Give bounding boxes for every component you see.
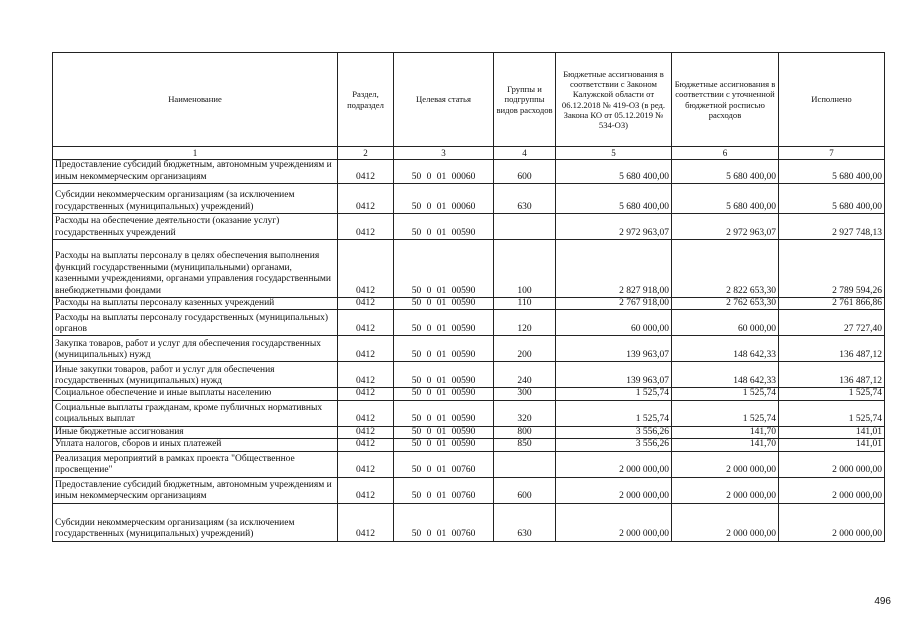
row-name: Иные бюджетные ассигнования: [53, 426, 338, 438]
row-law-amount: 139 963,07: [556, 336, 672, 362]
row-executed-amount: 136 487,12: [779, 336, 885, 362]
row-target-item: 50 0 01 00060: [394, 184, 494, 214]
row-expense-group: 200: [494, 336, 556, 362]
row-law-amount: 5 680 400,00: [556, 160, 672, 184]
row-expense-group: 600: [494, 160, 556, 184]
table-row: [53, 388, 885, 400]
row-section: 0412: [338, 362, 394, 388]
column-number: 5: [556, 147, 672, 160]
row-expense-group: 630: [494, 184, 556, 214]
row-expense-group: 800: [494, 426, 556, 438]
row-expense-group: 850: [494, 439, 556, 451]
row-expense-group: 240: [494, 362, 556, 388]
table-row: [53, 451, 885, 477]
header-section: Раздел, подраздел: [338, 53, 394, 147]
table-row: [53, 336, 885, 362]
row-section: 0412: [338, 298, 394, 310]
table-row: [53, 298, 885, 310]
row-section: 0412: [338, 439, 394, 451]
row-executed-amount: 141,01: [779, 439, 885, 451]
row-refined-amount: 1 525,74: [672, 388, 779, 400]
header-refined-allocations: Бюджетные ассигнования в соответствии с уточненной бюджетной росписью расходов: [672, 53, 779, 147]
row-target-item: 50 0 01 00590: [394, 362, 494, 388]
row-executed-amount: 27 727,40: [779, 310, 885, 336]
row-refined-amount: 148 642,33: [672, 336, 779, 362]
row-law-amount: 1 525,74: [556, 400, 672, 426]
table-row: [53, 184, 885, 214]
row-refined-amount: 1 525,74: [672, 400, 779, 426]
row-name: Социальные выплаты гражданам, кроме публичных нормативных социальных выплат: [53, 400, 338, 426]
row-executed-amount: 136 487,12: [779, 362, 885, 388]
row-section: 0412: [338, 503, 394, 541]
header-executed: Исполнено: [779, 53, 885, 147]
row-section: 0412: [338, 214, 394, 240]
row-target-item: 50 0 01 00760: [394, 503, 494, 541]
row-refined-amount: 2 972 963,07: [672, 214, 779, 240]
row-section: 0412: [338, 310, 394, 336]
row-law-amount: 60 000,00: [556, 310, 672, 336]
row-target-item: 50 0 01 00590: [394, 298, 494, 310]
row-executed-amount: 1 525,74: [779, 400, 885, 426]
row-expense-group: 100: [494, 240, 556, 298]
row-refined-amount: 2 000 000,00: [672, 503, 779, 541]
row-law-amount: 2 827 918,00: [556, 240, 672, 298]
column-number: 3: [394, 147, 494, 160]
table-row: [53, 310, 885, 336]
row-refined-amount: 2 822 653,30: [672, 240, 779, 298]
row-expense-group: [494, 451, 556, 477]
table-row: [53, 240, 885, 298]
row-section: 0412: [338, 451, 394, 477]
row-law-amount: 5 680 400,00: [556, 184, 672, 214]
row-name: Иные закупки товаров, работ и услуг для обеспечения государственных (муниципальных) нужд: [53, 362, 338, 388]
row-refined-amount: 60 000,00: [672, 310, 779, 336]
row-name: Расходы на выплаты персоналу государственных (муниципальных) органов: [53, 310, 338, 336]
table-row: [53, 362, 885, 388]
row-target-item: 50 0 01 00590: [394, 426, 494, 438]
row-expense-group: 320: [494, 400, 556, 426]
row-refined-amount: 2 000 000,00: [672, 451, 779, 477]
row-law-amount: 139 963,07: [556, 362, 672, 388]
row-target-item: 50 0 01 00590: [394, 388, 494, 400]
header-target-item: Целевая статья: [394, 53, 494, 147]
row-expense-group: 300: [494, 388, 556, 400]
row-name: Расходы на выплаты персоналу казенных учреждений: [53, 298, 338, 310]
row-expense-group: 110: [494, 298, 556, 310]
row-expense-group: 630: [494, 503, 556, 541]
row-target-item: 50 0 01 00590: [394, 240, 494, 298]
column-number: 6: [672, 147, 779, 160]
header-name: Наименование: [53, 53, 338, 147]
row-expense-group: [494, 214, 556, 240]
header-row: [53, 53, 885, 147]
row-refined-amount: 5 680 400,00: [672, 184, 779, 214]
column-number: 2: [338, 147, 394, 160]
row-section: 0412: [338, 426, 394, 438]
row-executed-amount: 2 761 866,86: [779, 298, 885, 310]
row-target-item: 50 0 01 00590: [394, 400, 494, 426]
row-name: Расходы на выплаты персоналу в целях обеспечения выполнения функций государственными (муниципальными) органами, казенными учреждениями, органами управления государственными внебюджетными фондами: [53, 240, 338, 298]
row-law-amount: 2 000 000,00: [556, 503, 672, 541]
row-target-item: 50 0 01 00590: [394, 439, 494, 451]
row-law-amount: 3 556,26: [556, 439, 672, 451]
row-executed-amount: 141,01: [779, 426, 885, 438]
row-name: Реализация мероприятий в рамках проекта "Общественное просвещение": [53, 451, 338, 477]
row-section: 0412: [338, 477, 394, 503]
row-law-amount: 2 972 963,07: [556, 214, 672, 240]
row-section: 0412: [338, 160, 394, 184]
row-target-item: 50 0 01 00590: [394, 310, 494, 336]
budget-execution-table: [52, 52, 885, 542]
row-section: 0412: [338, 400, 394, 426]
row-refined-amount: 2 000 000,00: [672, 477, 779, 503]
table-row: [53, 400, 885, 426]
row-name: Субсидии некоммерческим организациям (за исключением государственных (муниципальных) учреждений): [53, 503, 338, 541]
table-row: [53, 503, 885, 541]
row-refined-amount: 148 642,33: [672, 362, 779, 388]
row-expense-group: 600: [494, 477, 556, 503]
row-section: 0412: [338, 240, 394, 298]
row-name: Расходы на обеспечение деятельности (оказание услуг) государственных учреждений: [53, 214, 338, 240]
row-section: 0412: [338, 336, 394, 362]
row-name: Уплата налогов, сборов и иных платежей: [53, 439, 338, 451]
row-refined-amount: 141,70: [672, 426, 779, 438]
row-executed-amount: 2 000 000,00: [779, 451, 885, 477]
row-target-item: 50 0 01 00760: [394, 451, 494, 477]
row-target-item: 50 0 01 00060: [394, 160, 494, 184]
page-number: 496: [874, 596, 891, 607]
row-section: 0412: [338, 388, 394, 400]
row-refined-amount: 141,70: [672, 439, 779, 451]
column-number: 1: [53, 147, 338, 160]
header-expense-group: Группы и подгруппы видов расходов: [494, 53, 556, 147]
row-target-item: 50 0 01 00760: [394, 477, 494, 503]
row-executed-amount: 2 789 594,26: [779, 240, 885, 298]
column-number-row: [53, 147, 885, 160]
row-target-item: 50 0 01 00590: [394, 214, 494, 240]
table-body: [53, 160, 885, 542]
row-name: Предоставление субсидий бюджетным, автономным учреждениям и иным некоммерческим организациям: [53, 160, 338, 184]
column-number: 4: [494, 147, 556, 160]
table-row: [53, 439, 885, 451]
table-row: [53, 160, 885, 184]
row-refined-amount: 2 762 653,30: [672, 298, 779, 310]
row-executed-amount: 2 000 000,00: [779, 503, 885, 541]
row-executed-amount: 2 927 748,13: [779, 214, 885, 240]
row-executed-amount: 1 525,74: [779, 388, 885, 400]
row-name: Закупка товаров, работ и услуг для обеспечения государственных (муниципальных) нужд: [53, 336, 338, 362]
table-row: [53, 477, 885, 503]
row-law-amount: 1 525,74: [556, 388, 672, 400]
row-refined-amount: 5 680 400,00: [672, 160, 779, 184]
row-law-amount: 2 767 918,00: [556, 298, 672, 310]
row-executed-amount: 5 680 400,00: [779, 184, 885, 214]
row-name: Предоставление субсидий бюджетным, автономным учреждениям и иным некоммерческим организациям: [53, 477, 338, 503]
table-row: [53, 426, 885, 438]
row-executed-amount: 5 680 400,00: [779, 160, 885, 184]
row-name: Субсидии некоммерческим организациям (за исключением государственных (муниципальных) учреждений): [53, 184, 338, 214]
column-number: 7: [779, 147, 885, 160]
row-target-item: 50 0 01 00590: [394, 336, 494, 362]
row-law-amount: 2 000 000,00: [556, 451, 672, 477]
row-executed-amount: 2 000 000,00: [779, 477, 885, 503]
row-expense-group: 120: [494, 310, 556, 336]
row-law-amount: 3 556,26: [556, 426, 672, 438]
table-row: [53, 214, 885, 240]
row-law-amount: 2 000 000,00: [556, 477, 672, 503]
row-section: 0412: [338, 184, 394, 214]
row-name: Социальное обеспечение и иные выплаты населению: [53, 388, 338, 400]
header-law-allocations: Бюджетные ассигнования в соответствии с Законом Калужской области от 06.12.2018 № 419-ОЗ (в ред. Закона КО от 05.12.2019 № 534-ОЗ): [556, 53, 672, 147]
